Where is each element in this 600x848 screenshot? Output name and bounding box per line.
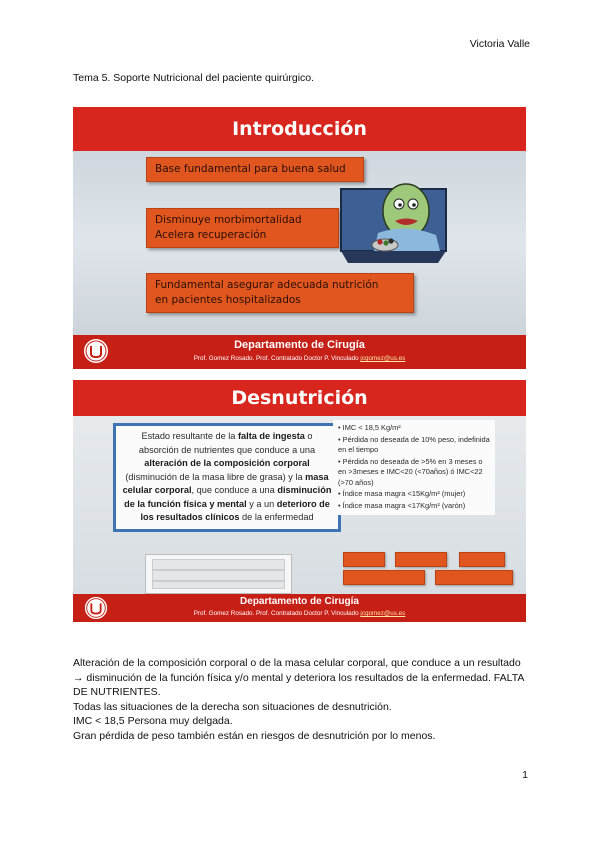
- box-morbimortalidad: [146, 208, 339, 248]
- slide-title: Introducción: [232, 118, 367, 140]
- definition-text: de la enfermedad: [239, 512, 314, 522]
- criteria-item: • IMC < 18,5 Kg/m²: [338, 423, 401, 432]
- definition-box: [113, 423, 341, 532]
- box-line: en pacientes hospitalizados: [155, 294, 301, 306]
- page-number: 1: [522, 769, 528, 781]
- slide-introduccion: [73, 107, 526, 369]
- footer-professor: [73, 355, 526, 362]
- criteria-list: [333, 420, 495, 515]
- definition-text: , que conduce a una: [191, 485, 278, 495]
- definition-bold: falta de ingesta: [237, 431, 305, 441]
- criteria-item: • Pérdida no deseada de >5% en 3 meses o en >3meses e IMC<20 (<70años) ó IMC<22 (>70 años): [338, 456, 483, 487]
- definition-bold: masa celular corporal: [122, 471, 329, 495]
- definition-bold: deterioro de los resultados clínicos: [140, 498, 330, 522]
- definition-bold: alteración de la composición corporal: [144, 458, 310, 468]
- screening-table-thumbnail: [145, 554, 292, 594]
- box-text: Base fundamental para buena salud: [155, 163, 346, 175]
- author-name: Victoria Valle: [469, 38, 530, 50]
- definition-text: y a un: [246, 498, 277, 509]
- slide-footer: [73, 594, 526, 622]
- small-orange-box: [343, 570, 425, 585]
- eating-man-illustration: [338, 171, 450, 266]
- box-line: Disminuye morbimortalidad: [155, 214, 302, 226]
- slide-header: [73, 380, 526, 416]
- topic-heading: Tema 5. Soporte Nutricional del paciente quirúrgico.: [73, 72, 315, 84]
- slide-footer: [73, 335, 526, 369]
- note-paragraph: Gran pérdida de peso también están en riesgos de desnutrición por lo menos.: [73, 729, 436, 742]
- note-paragraph: Alteración de la composición corporal o de la masa celular corporal, que conduce a un resultado → disminución de la función física y/o mental y deteriora los resultados de la enfermedad. FALTA DE NUTRIENTES.: [73, 657, 524, 699]
- criteria-item: • Índice masa magra <17Kg/m² (varón): [338, 500, 466, 510]
- footer-prof-text: Prof. Gomez Rosado. Prof. Contratado Doctor P. Vinculado: [193, 355, 361, 362]
- small-orange-box: [395, 552, 447, 567]
- footer-email: jcgomez@us.es: [360, 610, 406, 617]
- note-paragraph: Todas las situaciones de la derecha son situaciones de desnutrición.: [73, 700, 392, 713]
- box-line: Acelera recuperación: [155, 229, 267, 241]
- criteria-item: • Índice masa magra <15Kg/m² (mujer): [338, 489, 466, 498]
- slide-title: Desnutrición: [231, 387, 368, 409]
- note-paragraph: IMC < 18,5 Persona muy delgada.: [73, 715, 233, 728]
- definition-text: (disminución de la masa libre de grasa) y la: [125, 471, 306, 482]
- criteria-item: • Pérdida no deseada de 10% peso, indefinida en el tiempo: [338, 434, 490, 454]
- box-asegurar-nutricion: [146, 273, 414, 313]
- slide-header: [73, 107, 526, 151]
- definition-text: Estado resultante de la: [141, 431, 238, 441]
- slide-body: [73, 151, 526, 335]
- box-line: Fundamental asegurar adecuada nutrición: [155, 279, 379, 291]
- box-base-fundamental: [146, 157, 364, 182]
- small-orange-box: [343, 552, 385, 567]
- definition-text: o absorción de nutrientes que conduce a una: [138, 431, 316, 455]
- footer-department: Departamento de Cirugía: [234, 339, 365, 351]
- table-row: [152, 559, 285, 570]
- footer-department: Departamento de Cirugía: [240, 596, 359, 607]
- table-row: [152, 570, 285, 581]
- footer-professor: [73, 610, 526, 617]
- slide-desnutricion: [73, 380, 526, 622]
- table-row: [152, 581, 285, 589]
- small-orange-box: [459, 552, 505, 567]
- small-orange-box: [435, 570, 513, 585]
- definition-bold: disminución de la función física y mental: [124, 485, 332, 509]
- footer-email: jcgomez@us.es: [360, 355, 406, 362]
- lecture-notes: [73, 656, 533, 744]
- footer-prof-text: Prof. Gomez Rosado. Prof. Contratado Doctor P. Vinculado: [193, 610, 361, 617]
